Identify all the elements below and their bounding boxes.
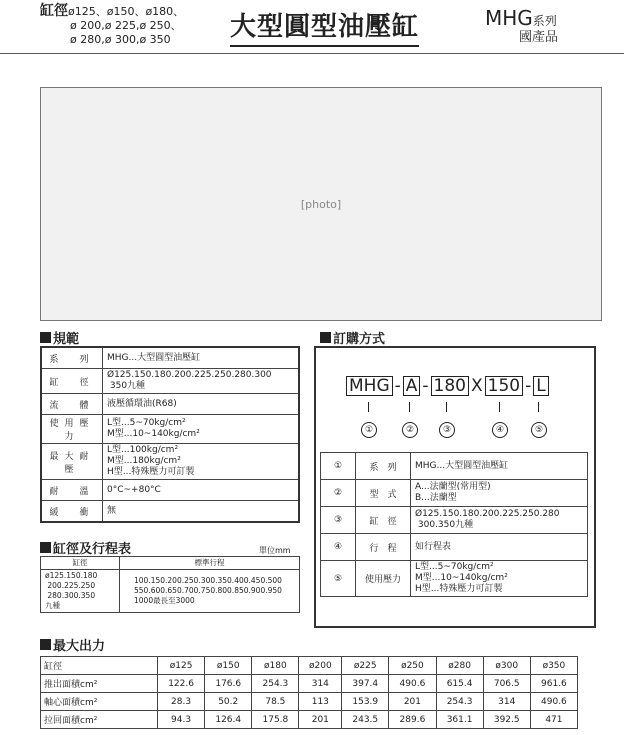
- order-value: 如行程表: [411, 534, 588, 561]
- photo-placeholder: [photo]: [300, 197, 342, 211]
- code-tick: [409, 402, 410, 412]
- output-heading: [40, 635, 105, 654]
- spec-table: [40, 346, 300, 523]
- output-cell: 397.4: [342, 675, 389, 693]
- model-code: [346, 376, 549, 396]
- stroke-values: 100.150.200.250.300.350.400.450.500 550.600.650.700.750.800.850.900.950 1000最長至3000: [120, 570, 300, 613]
- order-row: [321, 561, 588, 597]
- spec-key: 緩 衝: [41, 501, 103, 523]
- order-num: ②: [321, 480, 356, 507]
- output-cell: 94.3: [158, 711, 205, 729]
- output-cell: 201: [389, 693, 436, 711]
- output-table: [40, 656, 578, 729]
- spec-value: L型...100kg/cm² M型...180kg/cm² H型...特殊壓力可訂製: [103, 444, 300, 480]
- output-cell: 361.1: [436, 711, 483, 729]
- output-heading-text: 最大出力: [53, 639, 106, 654]
- spec-row: [41, 347, 299, 369]
- output-cell: 175.8: [252, 711, 299, 729]
- order-key: 型 式: [356, 480, 411, 507]
- order-key: 使用壓力: [356, 561, 411, 597]
- output-row-label: 拉回面積cm²: [41, 711, 158, 729]
- bore-label: 缸徑: [40, 3, 68, 19]
- spec-value: 液壓循環油(R68): [103, 394, 300, 415]
- spec-key: 最大耐壓: [41, 444, 103, 480]
- output-header-cell: ø225: [342, 657, 389, 675]
- order-key: 缸 徑: [356, 507, 411, 534]
- bore-line-2: ø 200,ø 225,ø 250、: [70, 19, 182, 32]
- output-cell: 706.5: [483, 675, 530, 693]
- order-value: MHG...大型圓型油壓缸: [411, 453, 588, 480]
- output-cell: 471: [530, 711, 577, 729]
- order-row: [321, 507, 588, 534]
- output-cell: 126.4: [205, 711, 252, 729]
- code-sep: X: [471, 376, 483, 396]
- output-row-label: 軸心面積cm²: [41, 693, 158, 711]
- order-heading-text: 訂購方式: [333, 332, 386, 347]
- code-tick: [368, 402, 369, 412]
- output-header-cell: ø280: [436, 657, 483, 675]
- spec-row: [41, 444, 299, 480]
- output-cell: 490.6: [389, 675, 436, 693]
- output-cell: 176.6: [205, 675, 252, 693]
- output-row: [41, 711, 578, 729]
- output-cell: 314: [483, 693, 530, 711]
- code-tick: [538, 402, 539, 412]
- output-cell: 392.5: [483, 711, 530, 729]
- stroke-bores: ø125.150.180 200.225.250 280.300.350 九種: [41, 570, 120, 613]
- order-heading: [320, 328, 385, 347]
- order-num: ⑤: [321, 561, 356, 597]
- bore-line-1: ø125、ø150、ø180、: [68, 5, 185, 18]
- output-header-cell: ø150: [205, 657, 252, 675]
- order-key: 行 程: [356, 534, 411, 561]
- spec-heading-text: 規範: [53, 332, 80, 347]
- output-header-cell: ø250: [389, 657, 436, 675]
- order-value: A...法蘭型(常用型) B...法蘭型: [411, 480, 588, 507]
- order-key: 系 列: [356, 453, 411, 480]
- series-label: [485, 6, 559, 45]
- spec-value: Ø125.150.180.200.225.250.280.300 350九種: [103, 369, 300, 394]
- header-divider: [0, 53, 624, 54]
- output-cell: 243.5: [342, 711, 389, 729]
- output-cell: 289.6: [389, 711, 436, 729]
- code-number: ③: [439, 422, 455, 438]
- output-cell: 113: [299, 693, 342, 711]
- output-cell: 314: [299, 675, 342, 693]
- order-value: Ø125.150.180.200.225.250.280 300.350九種: [411, 507, 588, 534]
- output-cell: 122.6: [158, 675, 205, 693]
- spec-key: 系 列: [41, 347, 103, 369]
- output-cell: 961.6: [530, 675, 577, 693]
- square-bullet-icon: [40, 639, 51, 650]
- code-sep: -: [422, 376, 429, 396]
- output-cell: 201: [299, 711, 342, 729]
- output-row: [41, 675, 578, 693]
- output-header-cell: ø125: [158, 657, 205, 675]
- spec-value: 0°C~+80°C: [103, 480, 300, 501]
- code-bore: 180: [431, 376, 469, 396]
- output-cell: 490.6: [530, 693, 577, 711]
- stroke-heading: [40, 538, 131, 557]
- spec-key: 耐 溫: [41, 480, 103, 501]
- output-cell: 78.5: [252, 693, 299, 711]
- spec-value: L型...5~70kg/cm² M型...10~140kg/cm²: [103, 415, 300, 444]
- spec-row: [41, 394, 299, 415]
- square-bullet-icon: [320, 332, 331, 343]
- output-header-cell: 缸徑: [41, 657, 158, 675]
- order-value: L型...5~70kg/cm² M型...10~140kg/cm² H型...特殊壓力可訂製: [411, 561, 588, 597]
- order-table: [320, 452, 588, 597]
- code-type: A: [403, 376, 421, 396]
- code-number: ②: [402, 422, 418, 438]
- output-cell: 254.3: [252, 675, 299, 693]
- stroke-head-bore: 缸徑: [41, 557, 120, 570]
- bore-line-3: ø 280,ø 300,ø 350: [70, 33, 171, 46]
- spec-value: MHG...大型圓型油壓缸: [103, 347, 300, 369]
- code-number: ①: [361, 422, 377, 438]
- spec-heading: [40, 328, 79, 347]
- code-series: MHG: [346, 376, 393, 396]
- order-num: ③: [321, 507, 356, 534]
- output-cell: 254.3: [436, 693, 483, 711]
- spec-row: [41, 501, 299, 523]
- series-main: MHG: [485, 6, 533, 30]
- code-pressure: L: [533, 376, 548, 396]
- output-header-cell: ø350: [530, 657, 577, 675]
- spec-key: 缸 徑: [41, 369, 103, 394]
- order-row: [321, 453, 588, 480]
- square-bullet-icon: [40, 542, 51, 553]
- spec-value: 無: [103, 501, 300, 523]
- stroke-table: [40, 556, 300, 613]
- output-row-label: 推出面積cm²: [41, 675, 158, 693]
- bore-summary: [40, 4, 184, 47]
- spec-row: [41, 369, 299, 394]
- stroke-head-stroke: 標準行程: [120, 557, 300, 570]
- output-header-cell: ø180: [252, 657, 299, 675]
- output-header-row: [41, 657, 578, 675]
- code-sep: -: [394, 376, 401, 396]
- order-num: ①: [321, 453, 356, 480]
- code-tick: [446, 402, 447, 412]
- order-row: [321, 534, 588, 561]
- code-tick: [499, 402, 500, 412]
- code-number: ⑤: [531, 422, 547, 438]
- code-stroke: 150: [485, 376, 523, 396]
- series-sub: 系列: [532, 14, 557, 28]
- product-photo: [40, 87, 602, 321]
- stroke-heading-text: 缸徑及行程表: [53, 542, 132, 557]
- spec-row: [41, 415, 299, 444]
- spec-key: 流 體: [41, 394, 103, 415]
- square-bullet-icon: [40, 332, 51, 343]
- code-sep: -: [525, 376, 532, 396]
- output-row: [41, 693, 578, 711]
- order-panel: [314, 346, 596, 628]
- made-in-label: 國產品: [519, 30, 559, 45]
- output-cell: 50.2: [205, 693, 252, 711]
- stroke-unit: 單位mm: [259, 546, 291, 555]
- output-cell: 615.4: [436, 675, 483, 693]
- output-cell: 153.9: [342, 693, 389, 711]
- output-cell: 28.3: [158, 693, 205, 711]
- spec-row: [41, 480, 299, 501]
- order-row: [321, 480, 588, 507]
- output-header-cell: ø300: [483, 657, 530, 675]
- order-num: ④: [321, 534, 356, 561]
- spec-key: 使用壓力: [41, 415, 103, 444]
- output-header-cell: ø200: [299, 657, 342, 675]
- code-number: ④: [492, 422, 508, 438]
- page-title: 大型圓型油壓缸: [230, 6, 419, 47]
